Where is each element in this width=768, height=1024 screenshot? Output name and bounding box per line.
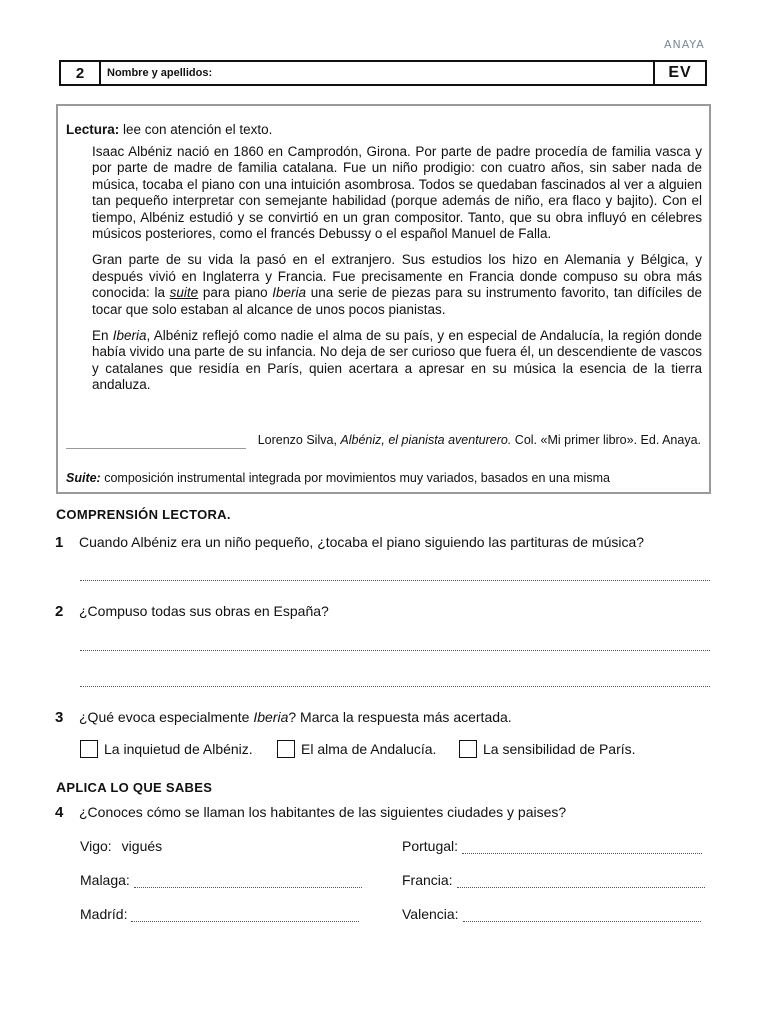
option-label: La inquietud de Albéniz. [104, 741, 253, 757]
checkbox[interactable] [459, 740, 477, 758]
question-1 [55, 534, 644, 551]
section2-initial: A [56, 779, 67, 795]
p2-part-c: una serie de piezas para su instrumento favorito, tan difíciles de tocar que solo estaban al alcance de unos pocos pianistas. [92, 285, 702, 317]
section1-rest: OMPRENSIÓN LECTORA. [66, 507, 231, 522]
checkbox[interactable] [80, 740, 98, 758]
question-text-b: ? Marca la respuesta más acertada. [288, 709, 512, 725]
p3-part-b: , Albéniz reflejó como nadie el alma de su país, y en especial de Andalucía, la región donde había vivido una parte de su infancia. No deja de ser curioso que fuera él, un descendiente de vascos y catalanes que residía en París, quien acertara a apresar en su música la esencia de la tierra andaluza. [92, 328, 703, 393]
option-3[interactable] [459, 740, 636, 758]
question-text: ¿Conoces cómo se llaman los habitantes de las siguientes ciudades y paises? [79, 804, 567, 820]
unit-number: 2 [61, 62, 101, 84]
section-title-apply [56, 779, 212, 795]
question-number: 3 [55, 709, 64, 726]
question-number: 1 [55, 534, 64, 551]
p2-iberia-title: Iberia [272, 285, 307, 301]
place-label: Malaga: [80, 872, 130, 888]
place-label: Portugal: [402, 838, 459, 854]
p3-part-a: En [92, 328, 113, 344]
question-2 [55, 603, 329, 620]
question-text: Cuando Albéniz era un niño pequeño, ¿tocaba el piano siguiendo las partituras de música? [79, 534, 645, 550]
reading-box [56, 104, 711, 494]
evaluation-code: EV [653, 62, 705, 84]
publisher-logo: ANAYA [664, 38, 705, 51]
footnote-divider [66, 448, 246, 449]
place-label: Valencia: [402, 906, 459, 922]
source-author: Lorenzo Silva, [257, 433, 341, 447]
reading-source [258, 433, 701, 447]
answer-line-q2a[interactable] [80, 650, 710, 651]
place-madrid[interactable] [80, 906, 359, 922]
footnote-text: composición instrumental integrada por movimientos muy variados, basados en una misma [100, 471, 611, 485]
place-label: Vigo: [80, 838, 112, 854]
reading-intro-label: Lectura: [66, 122, 120, 137]
name-label: Nombre y apellidos: [107, 67, 213, 79]
reading-text [92, 144, 702, 404]
answer-blank[interactable] [131, 909, 359, 922]
reading-intro [66, 122, 272, 137]
name-field[interactable] [101, 62, 653, 84]
answer-blank[interactable] [462, 841, 702, 854]
paragraph-1: Isaac Albéniz nació en 1860 en Camprodón, Girona. Por parte de padre procedía de familia vasca y por parte de madre de familia catalana. Fue un niño prodigio: con cuatro años, sin saber nada de música, tocaba el piano con una intuición asombrosa. Todos se quedaban fascinados al ver a alguien tan pequeño interpretar con semejante habilidad (porque además de niño, era flaco y bajito). Con el tiempo, Albéniz estudió y se convirtió en un gran compositor. Tanto, que su obra influyó en célebres músicos posteriores, como el francés Debussy o el español Manuel de Falla. [92, 144, 702, 242]
footnote-term: Suite: [66, 471, 101, 485]
place-valencia[interactable] [402, 906, 701, 922]
answer-blank[interactable] [463, 909, 701, 922]
answer-line-q1[interactable] [80, 580, 710, 581]
option-label: La sensibilidad de París. [483, 741, 636, 757]
section-title-comprehension [56, 506, 231, 522]
p2-part-a: Gran parte de su vida la pasó en el extranjero. Sus estudios los hizo en Alemania y Bélgica, y después vivió en Inglaterra y Francia. Fue precisamente en Francia donde compuso su obra más conocida: la [92, 252, 702, 301]
paragraph-3 [92, 328, 702, 394]
question-number: 4 [55, 804, 64, 821]
footnote [66, 471, 610, 485]
place-label: Francia: [402, 872, 453, 888]
place-malaga[interactable] [80, 872, 362, 888]
answer-blank[interactable] [457, 875, 705, 888]
option-1[interactable] [80, 740, 253, 758]
place-label: Madríd: [80, 906, 128, 922]
question-text: ¿Compuso todas sus obras en España? [79, 603, 329, 619]
reading-intro-text: lee con atención el texto. [119, 122, 273, 137]
paragraph-2 [92, 252, 702, 318]
p3-iberia-title: Iberia [112, 328, 147, 344]
question-4 [55, 804, 566, 821]
checkbox[interactable] [277, 740, 295, 758]
p2-part-b: para piano [198, 285, 273, 301]
place-francia[interactable] [402, 872, 705, 888]
question-text-iberia: Iberia [253, 709, 289, 725]
question-number: 2 [55, 603, 64, 620]
source-collection: Col. «Mi primer libro». Ed. Anaya. [511, 433, 701, 447]
question-text-a: ¿Qué evoca especialmente [79, 709, 254, 725]
section1-initial: C [56, 506, 67, 522]
place-vigo [80, 838, 162, 854]
source-title: Albéniz, el pianista aventurero. [340, 433, 512, 447]
answer-blank[interactable] [134, 875, 362, 888]
option-2[interactable] [277, 740, 436, 758]
option-label: El alma de Andalucía. [301, 741, 437, 757]
place-answer: vigués [121, 838, 163, 854]
question-3 [55, 709, 512, 726]
p2-suite-term: suite [169, 285, 199, 301]
student-header [59, 60, 707, 86]
answer-line-q2b[interactable] [80, 686, 710, 687]
place-portugal[interactable] [402, 838, 702, 854]
section2-rest: PLICA LO QUE SABES [66, 780, 213, 795]
